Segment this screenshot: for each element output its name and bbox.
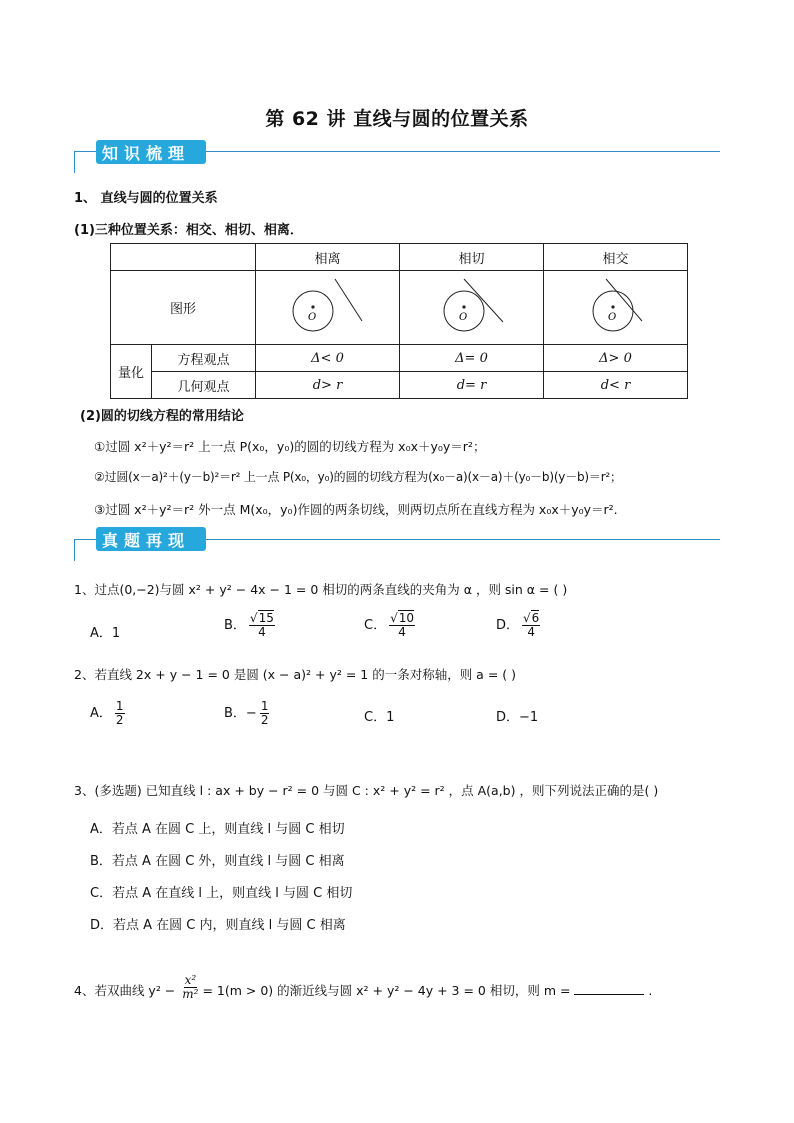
q2-option-d: D．−1 (496, 710, 539, 725)
q1-option-d (496, 612, 540, 639)
option-label: B． (224, 618, 246, 634)
eq-tangent: Δ= 0 (400, 345, 544, 372)
q1-option-c (364, 612, 415, 639)
center-label: O (459, 312, 468, 323)
q1-option-a (90, 622, 120, 641)
q2-option-c: C．1 (364, 710, 395, 725)
question-1-stem: 1、过点(0,−2)与圆 x² + y² − 4x − 1 = 0 相切的两条直线的夹角为 α ，则 sin α = ( ) (74, 582, 568, 597)
q3-option-b: B．若点 A 在圆 C 外，则直线 l 与圆 C 相离 (90, 854, 345, 869)
knowledge-sub-1: (1)三种位置关系：相交、相切、相离． (74, 223, 303, 238)
circle-line-intersect-figure (544, 271, 687, 340)
q3-option-a: A．若点 A 在圆 C 上，则直线 l 与圆 C 相切 (90, 822, 345, 837)
table-row-figure-label: 图形 (111, 271, 256, 345)
question-3-stem: 3、(多选题) 已知直线 l : ax + by − r² = 0 与圆 C : x² + y² = r² ，点 A(a,b) ，则下列说法正确的是( ) (74, 783, 659, 798)
table-row-geometry-label: 几何观点 (152, 372, 256, 399)
option-label: C． (364, 710, 387, 725)
q3-option-d: D．若点 A 在圆 C 内，则直线 l 与圆 C 相离 (90, 918, 346, 933)
section-rule-vertical (74, 539, 75, 561)
fraction: $\frac{√10}{4}$ (390, 611, 415, 640)
relation-table (110, 243, 688, 399)
option-label: D． (496, 618, 520, 634)
fraction: $\frac{1}{2}$ (115, 699, 124, 728)
geo-tangent: d= r (400, 372, 544, 399)
section-banner-real: 真题再现 (96, 527, 206, 551)
q2-option-a (90, 700, 125, 727)
section-rule-vertical (74, 151, 75, 173)
eq-intersect: Δ> 0 (544, 345, 688, 372)
q3-option-c: C．若点 A 在直线 l 上，则直线 l 与圆 C 相切 (90, 886, 353, 901)
eq-separate: Δ< 0 (256, 345, 400, 372)
option-label: A． (90, 626, 112, 641)
center-label: O (608, 312, 617, 323)
fraction: $\frac{\text{x²}}{\text{m²}}$ (182, 973, 199, 1002)
knowledge-heading-1: 1、 直线与圆的位置关系 (74, 191, 218, 206)
fraction: $\frac{√6}{4}$ (523, 611, 540, 640)
section-banner-knowledge: 知识梳理 (96, 140, 206, 164)
figure-separate (256, 271, 400, 345)
q2-option-b: B．− $\frac{1}{2}$ (224, 699, 269, 728)
question-4-stem: 4、若双曲线 y² − $\frac{\text{x²}}{\text{m²}}$ = 1(m > 0) 的渐近线与圆 x² + y² − 4y + 3 = 0 相切，则 m = . (74, 973, 653, 1002)
page-title: 第 62 讲 直线与圆的位置关系 (265, 108, 529, 130)
figure-tangent (400, 271, 544, 345)
answer-blank[interactable] (574, 982, 644, 995)
table-quant-label: 量化 (111, 345, 152, 399)
conclusion-1: ①过圆 x²＋y²＝r² 上一点 P(x₀，y₀)的圆的切线方程为 x₀x＋y₀y＝r²； (94, 439, 486, 454)
table-header-separate: 相离 (256, 244, 400, 271)
option-value: 1 (111, 626, 121, 641)
q1-option-b (224, 612, 275, 639)
circle-line-separate-figure (256, 271, 399, 340)
circle-line-tangent-figure (400, 271, 543, 340)
conclusion-3: ③过圆 x²＋y²＝r² 外一点 M(x₀，y₀)作圆的两条切线，则两切点所在直线方程为 x₀x＋y₀y＝r². (94, 502, 618, 517)
option-label: A． (90, 706, 112, 722)
option-label: B． (224, 706, 246, 722)
figure-intersect (544, 271, 688, 345)
knowledge-sub-2: (2)圆的切线方程的常用结论 (80, 409, 244, 424)
geo-separate: d> r (256, 372, 400, 399)
question-2-stem: 2、若直线 2x + y − 1 = 0 是圆 (x − a)² + y² = 1 的一条对称轴，则 a = ( ) (74, 667, 516, 682)
geo-intersect: d< r (544, 372, 688, 399)
center-label: O (308, 312, 317, 323)
conclusion-2: ②过圆(x－a)²＋(y－b)²＝r² 上一点 P(x₀，y₀)的圆的切线方程为(x₀－a)(x－a)＋(y₀－b)(y－b)＝r²； (94, 470, 622, 484)
option-label: D． (496, 710, 520, 725)
option-label: C． (364, 618, 387, 634)
table-header-intersect: 相交 (544, 244, 688, 271)
table-corner (111, 244, 256, 271)
fraction: $\frac{1}{2}$ (260, 699, 269, 728)
table-row-equation-label: 方程观点 (152, 345, 256, 372)
table-header-tangent: 相切 (400, 244, 544, 271)
fraction: $\frac{√15}{4}$ (249, 611, 274, 640)
